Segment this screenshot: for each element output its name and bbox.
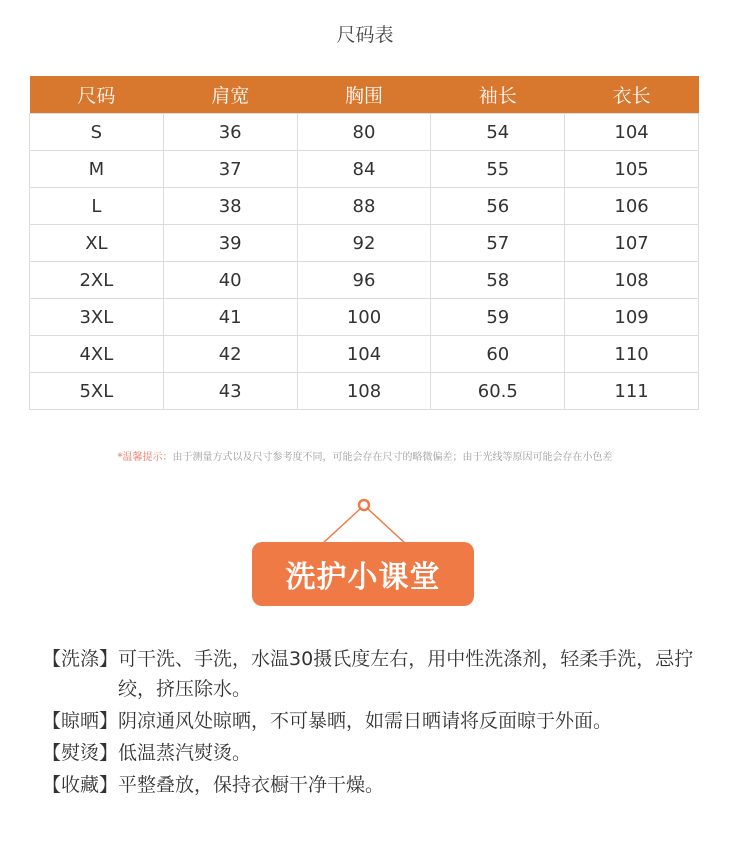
table-cell: 110 bbox=[565, 336, 699, 373]
header-shoulder: 肩宽 bbox=[163, 76, 297, 114]
table-cell: 39 bbox=[163, 225, 297, 262]
table-cell: 106 bbox=[565, 188, 699, 225]
table-cell: 4XL bbox=[30, 336, 164, 373]
table-cell: 41 bbox=[163, 299, 297, 336]
table-cell: 108 bbox=[565, 262, 699, 299]
care-label: 【晾晒】 bbox=[42, 710, 119, 732]
care-dry bbox=[42, 706, 702, 736]
care-wash bbox=[42, 644, 702, 704]
table-cell: 104 bbox=[297, 336, 431, 373]
care-text: 阴凉通风处晾晒，不可暴晒，如需日晒请将反面晾于外面。 bbox=[118, 710, 613, 732]
table-cell: 105 bbox=[565, 151, 699, 188]
tip-text: 由于测量方式以及尺寸参考度不同，可能会存在尺寸的略微偏差；由于光线等原因可能会存在小色差 bbox=[172, 452, 613, 463]
header-chest: 胸围 bbox=[297, 76, 431, 114]
care-text: 可干洗、手洗，水温30摄氏度左右，用中性洗涤剂，轻柔手洗，忌拧绞，挤压除水。 bbox=[118, 648, 694, 700]
table-cell: 2XL bbox=[30, 262, 164, 299]
table-cell: 96 bbox=[297, 262, 431, 299]
care-label: 【收藏】 bbox=[42, 774, 119, 796]
table-cell: 38 bbox=[163, 188, 297, 225]
table-cell: 107 bbox=[565, 225, 699, 262]
banner-title: 洗护小课堂 bbox=[285, 560, 441, 595]
left-string bbox=[322, 509, 360, 544]
table-cell: 36 bbox=[163, 114, 297, 151]
care-iron bbox=[42, 738, 702, 768]
hook-ring-icon bbox=[359, 500, 369, 510]
table-cell: 57 bbox=[431, 225, 565, 262]
care-storage bbox=[42, 770, 702, 800]
header-sleeve: 袖长 bbox=[431, 76, 565, 114]
header-size: 尺码 bbox=[30, 76, 164, 114]
tip-label: *温馨提示： bbox=[117, 452, 173, 463]
care-text: 低温蒸汽熨烫。 bbox=[118, 742, 252, 764]
right-string bbox=[368, 509, 406, 544]
table-cell: 3XL bbox=[30, 299, 164, 336]
table-cell: 59 bbox=[431, 299, 565, 336]
table-cell: XL bbox=[30, 225, 164, 262]
table-cell: 92 bbox=[297, 225, 431, 262]
table-cell: 58 bbox=[431, 262, 565, 299]
table-cell: 42 bbox=[163, 336, 297, 373]
table-cell: M bbox=[30, 151, 164, 188]
care-label: 【熨烫】 bbox=[42, 742, 119, 764]
table-cell: 56 bbox=[431, 188, 565, 225]
table-cell: 5XL bbox=[30, 373, 164, 410]
table-cell: 108 bbox=[297, 373, 431, 410]
page-title: 尺码表 bbox=[336, 24, 394, 46]
table-cell: 55 bbox=[431, 151, 565, 188]
care-banner bbox=[252, 542, 474, 606]
table-cell: 104 bbox=[565, 114, 699, 151]
table-cell: 100 bbox=[297, 299, 431, 336]
table-cell: 60 bbox=[431, 336, 565, 373]
table-cell: 109 bbox=[565, 299, 699, 336]
table-cell: 80 bbox=[297, 114, 431, 151]
care-instructions bbox=[42, 644, 702, 802]
table-cell: 43 bbox=[163, 373, 297, 410]
care-label: 【洗涤】 bbox=[42, 648, 119, 670]
table-cell: 88 bbox=[297, 188, 431, 225]
table-cell: 40 bbox=[163, 262, 297, 299]
table-cell: 60.5 bbox=[431, 373, 565, 410]
table-cell: L bbox=[30, 188, 164, 225]
table-cell: 37 bbox=[163, 151, 297, 188]
table-cell: 84 bbox=[297, 151, 431, 188]
table-cell: 54 bbox=[431, 114, 565, 151]
header-length: 衣长 bbox=[565, 76, 699, 114]
table-cell: 111 bbox=[565, 373, 699, 410]
care-text: 平整叠放，保持衣橱干净干燥。 bbox=[118, 774, 385, 796]
table-cell: S bbox=[30, 114, 164, 151]
